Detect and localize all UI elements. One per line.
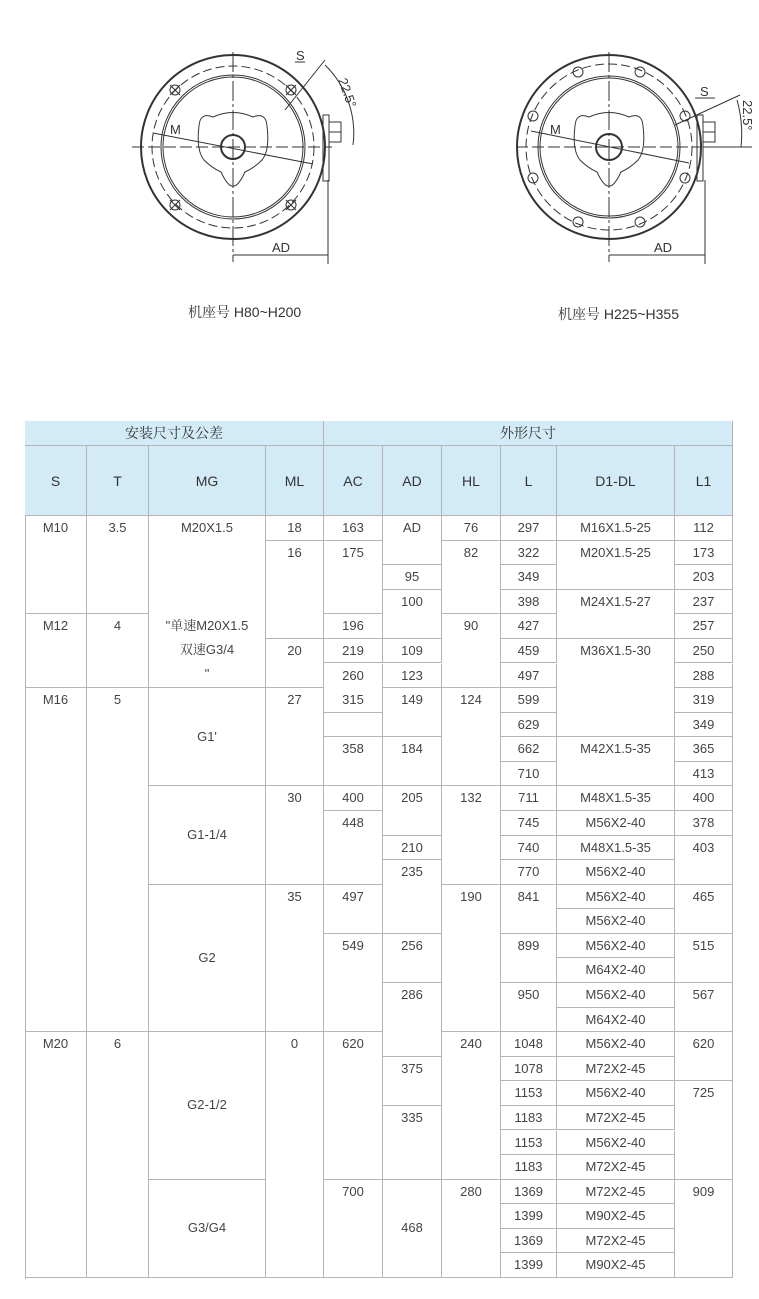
cell-mg bbox=[149, 786, 266, 884]
cell-value: 400 bbox=[692, 790, 715, 806]
cell-value: M20X1.5 bbox=[180, 520, 234, 535]
cell-value: 1153 bbox=[514, 1085, 543, 1101]
column-header-l1: L1 bbox=[675, 446, 733, 516]
cell-value: 237 bbox=[692, 593, 715, 609]
cell-l bbox=[501, 1057, 557, 1082]
cell-hl bbox=[442, 614, 501, 688]
cell-value: 173 bbox=[692, 544, 715, 560]
cell-ad bbox=[383, 1057, 442, 1106]
cell-note-line: "单速M20X1.5 bbox=[165, 618, 249, 634]
cell-value: 1183 bbox=[514, 1159, 543, 1175]
cell-value: 662 bbox=[517, 741, 540, 757]
cell-l bbox=[501, 811, 557, 836]
cell-ac bbox=[324, 688, 383, 737]
cell-d1-dl bbox=[557, 934, 675, 959]
s-label: S bbox=[296, 48, 305, 63]
cell-value: 375 bbox=[401, 1060, 423, 1076]
cell-value: 30 bbox=[287, 790, 302, 806]
cell-ml bbox=[266, 516, 324, 541]
cell-value: M90X2-45 bbox=[585, 1208, 646, 1224]
cell-l bbox=[501, 836, 557, 861]
cell-value: M56X2-40 bbox=[585, 913, 646, 929]
cell-d1-dl bbox=[557, 639, 675, 737]
cell-value: 6 bbox=[113, 1036, 122, 1052]
cell-value: 5 bbox=[113, 692, 122, 708]
cell-d1-dl bbox=[557, 541, 675, 590]
drawing-caption-h80-h200: 机座号 H80~H200 bbox=[188, 304, 302, 320]
cell-l bbox=[501, 1155, 557, 1180]
cell-l bbox=[501, 565, 557, 590]
cell-ac bbox=[324, 516, 383, 541]
cell-ac bbox=[324, 786, 383, 811]
cell-value: M72X2-45 bbox=[585, 1109, 646, 1125]
cell-value: 400 bbox=[342, 790, 364, 806]
cell-d1-dl bbox=[557, 958, 675, 983]
cell-ad bbox=[383, 590, 442, 639]
cell-value: 599 bbox=[517, 692, 540, 708]
cell-value: G1-1/4 bbox=[187, 827, 227, 843]
cell-ml bbox=[266, 1032, 324, 1278]
cell-value: 1078 bbox=[514, 1060, 543, 1076]
cell-value: 18 bbox=[287, 520, 302, 535]
s-label: S bbox=[700, 84, 709, 99]
cell-l1 bbox=[675, 1081, 733, 1179]
cell-l bbox=[501, 1180, 557, 1205]
cell-value: 465 bbox=[692, 888, 715, 904]
cell-l1 bbox=[675, 688, 733, 713]
cell-d1-dl bbox=[557, 1155, 675, 1180]
cell-s bbox=[25, 516, 87, 614]
cell-value: M72X2-45 bbox=[585, 1060, 646, 1076]
cell-l bbox=[501, 688, 557, 713]
cell-value: 27 bbox=[287, 692, 302, 708]
cell-l bbox=[501, 1229, 557, 1254]
cell-value: 90 bbox=[463, 618, 479, 634]
cell-value: G1' bbox=[197, 728, 217, 744]
cell-value: M12 bbox=[42, 618, 69, 634]
cell-ac bbox=[324, 934, 383, 1032]
cell-value: 413 bbox=[692, 765, 715, 781]
cell-value: 1399 bbox=[514, 1208, 543, 1224]
cell-ac bbox=[324, 1180, 383, 1278]
cell-hl bbox=[442, 688, 501, 786]
cell-value: M24X1.5-27 bbox=[580, 593, 651, 609]
cell-l1 bbox=[675, 639, 733, 664]
cell-value: 322 bbox=[517, 544, 540, 560]
cell-value: 620 bbox=[342, 1036, 364, 1052]
column-header-ml: ML bbox=[266, 446, 324, 516]
cell-value: M20 bbox=[42, 1036, 69, 1052]
cell-value: 710 bbox=[517, 765, 540, 781]
cell-s bbox=[25, 1032, 87, 1278]
cell-l bbox=[501, 1204, 557, 1229]
m-label: M bbox=[170, 122, 181, 137]
cell-value: AD bbox=[402, 520, 422, 535]
cell-l bbox=[501, 860, 557, 885]
cell-mg bbox=[149, 1032, 266, 1180]
cell-mg bbox=[149, 885, 266, 1033]
cell-t bbox=[87, 1032, 149, 1278]
cell-value: M56X2-40 bbox=[585, 1085, 646, 1101]
cell-hl bbox=[442, 1180, 501, 1278]
cell-value: 109 bbox=[401, 642, 423, 658]
cell-l bbox=[501, 885, 557, 934]
cell-value: 0 bbox=[290, 1036, 299, 1052]
column-header-hl: HL bbox=[442, 446, 501, 516]
cell-l1 bbox=[675, 565, 733, 590]
cell-value: M56X2-40 bbox=[585, 1134, 646, 1150]
cell-value: G2 bbox=[198, 949, 216, 965]
cell-l bbox=[501, 934, 557, 983]
cell-l bbox=[501, 983, 557, 1032]
cell-value: 950 bbox=[517, 987, 540, 1002]
cell-value: 250 bbox=[692, 642, 715, 658]
cell-value: 219 bbox=[342, 642, 364, 658]
cell-l bbox=[501, 713, 557, 738]
cell-ml bbox=[266, 786, 324, 884]
cell-value: 95 bbox=[404, 569, 420, 585]
cell-value: M72X2-45 bbox=[585, 1232, 646, 1248]
column-header-t: T bbox=[87, 446, 149, 516]
cell-value: G3/G4 bbox=[187, 1220, 227, 1236]
cell-l1 bbox=[675, 541, 733, 566]
cell-value: 203 bbox=[692, 569, 715, 585]
cell-l1 bbox=[675, 737, 733, 762]
cell-d1-dl bbox=[557, 836, 675, 861]
cell-l1 bbox=[675, 1180, 733, 1278]
cell-ml bbox=[266, 639, 324, 688]
cell-d1-dl bbox=[557, 909, 675, 934]
cell-s bbox=[25, 688, 87, 1032]
cell-value: 4 bbox=[113, 618, 122, 634]
cell-value: 260 bbox=[342, 667, 364, 683]
cell-value: 365 bbox=[692, 741, 715, 757]
cell-t bbox=[87, 688, 149, 1032]
cell-value: 205 bbox=[401, 790, 423, 806]
cell-ac bbox=[324, 1032, 383, 1180]
cell-d1-dl bbox=[557, 1180, 675, 1205]
cell-l1 bbox=[675, 713, 733, 738]
cell-l bbox=[501, 737, 557, 762]
cell-value: 82 bbox=[463, 544, 479, 560]
cell-value: 319 bbox=[692, 692, 715, 708]
cell-ml bbox=[266, 688, 324, 786]
motor-flange-drawing-h225-h355 bbox=[490, 0, 759, 280]
cell-ad bbox=[383, 860, 442, 934]
cell-value: 3.5 bbox=[108, 520, 127, 535]
cell-value: 124 bbox=[460, 692, 482, 708]
cell-d1-dl bbox=[557, 811, 675, 836]
cell-value: 184 bbox=[401, 741, 423, 757]
ad-label: AD bbox=[654, 240, 673, 255]
cell-ad bbox=[383, 565, 442, 590]
cell-value: 909 bbox=[692, 1183, 715, 1199]
cell-l bbox=[501, 762, 557, 787]
ad-label: AD bbox=[272, 240, 291, 255]
cell-d1-dl bbox=[557, 1253, 675, 1278]
column-header-ad: AD bbox=[383, 446, 442, 516]
cell-d1-dl bbox=[557, 786, 675, 811]
cell-ad bbox=[383, 983, 442, 1057]
column-header-ac: AC bbox=[324, 446, 383, 516]
cell-value: 427 bbox=[517, 618, 540, 634]
cell-value: 1153 bbox=[514, 1134, 543, 1150]
cell-ac bbox=[324, 639, 383, 664]
cell-value: 132 bbox=[460, 790, 482, 806]
cell-l1 bbox=[675, 762, 733, 787]
cell-d1-dl bbox=[557, 590, 675, 639]
cell-d1-dl bbox=[557, 1131, 675, 1156]
cell-value: 240 bbox=[460, 1036, 482, 1052]
cell-value: 549 bbox=[342, 937, 364, 953]
cell-value: 149 bbox=[401, 692, 423, 708]
column-header-l: L bbox=[501, 446, 557, 516]
cell-l1 bbox=[675, 1032, 733, 1081]
cell-l bbox=[501, 1106, 557, 1131]
cell-ad bbox=[383, 836, 442, 861]
cell-value: 745 bbox=[517, 815, 540, 830]
cell-value: 257 bbox=[692, 618, 715, 634]
cell-d1-dl bbox=[557, 1081, 675, 1106]
cell-s bbox=[25, 614, 87, 688]
cell-ad bbox=[383, 1180, 442, 1278]
cell-value: 76 bbox=[463, 520, 479, 535]
cell-l bbox=[501, 614, 557, 639]
cell-value: 123 bbox=[401, 667, 423, 683]
group-header-installation: 安装尺寸及公差 bbox=[25, 421, 324, 446]
cell-value: G2-1/2 bbox=[187, 1097, 227, 1113]
cell-ml bbox=[266, 541, 324, 639]
cell-value: 403 bbox=[692, 839, 715, 855]
cell-mg bbox=[149, 688, 266, 786]
cell-ac bbox=[324, 885, 383, 934]
cell-mg bbox=[149, 1180, 266, 1278]
cell-value: 1399 bbox=[514, 1257, 543, 1273]
cell-value: M42X1.5-35 bbox=[580, 741, 651, 757]
cell-value: 711 bbox=[518, 790, 539, 806]
cell-d1-dl bbox=[557, 860, 675, 885]
cell-ml bbox=[266, 885, 324, 1033]
cell-value: M20X1.5-25 bbox=[580, 544, 651, 560]
cell-value: 1183 bbox=[514, 1109, 543, 1125]
cell-value: 35 bbox=[287, 888, 302, 904]
cell-l1 bbox=[675, 983, 733, 1032]
cell-value: 841 bbox=[517, 888, 540, 904]
cell-note-line: 双速G3/4 bbox=[179, 642, 235, 658]
drawing-caption-h225-h355: 机座号 H225~H355 bbox=[558, 306, 680, 322]
cell-value: M56X2-40 bbox=[585, 1036, 646, 1052]
cell-d1-dl bbox=[557, 983, 675, 1008]
cell-ac bbox=[324, 811, 383, 885]
cell-value: 497 bbox=[342, 888, 364, 904]
column-header-mg: MG bbox=[149, 446, 266, 516]
cell-value: 235 bbox=[401, 864, 423, 880]
cell-l bbox=[501, 639, 557, 664]
cell-hl bbox=[442, 786, 501, 884]
cell-value: 378 bbox=[692, 815, 715, 830]
cell-value: 210 bbox=[401, 839, 423, 855]
cell-ac bbox=[324, 541, 383, 615]
cell-hl bbox=[442, 885, 501, 1033]
cell-d1-dl bbox=[557, 1106, 675, 1131]
cell-value: M48X1.5-35 bbox=[580, 839, 651, 855]
cell-value: 349 bbox=[692, 716, 715, 732]
cell-value: 515 bbox=[692, 937, 715, 953]
cell-hl bbox=[442, 516, 501, 541]
cell-hl bbox=[442, 1032, 501, 1180]
cell-value: 288 bbox=[692, 667, 715, 683]
cell-value: 175 bbox=[342, 544, 364, 560]
cell-value: M16 bbox=[42, 692, 69, 708]
cell-value: 497 bbox=[517, 667, 540, 683]
cell-value: M36X1.5-30 bbox=[580, 642, 651, 658]
cell-value: 1048 bbox=[514, 1036, 543, 1052]
cell-value: 620 bbox=[692, 1036, 715, 1052]
cell-value: 629 bbox=[517, 716, 540, 732]
cell-ad bbox=[383, 639, 442, 664]
cell-value: 190 bbox=[460, 888, 482, 904]
cell-l bbox=[501, 1081, 557, 1106]
cell-value: 725 bbox=[692, 1085, 715, 1101]
cell-value: M64X2-40 bbox=[585, 1011, 646, 1027]
cell-l1 bbox=[675, 811, 733, 836]
cell-ad bbox=[383, 934, 442, 983]
cell-hl bbox=[442, 541, 501, 615]
cell-value: 358 bbox=[342, 741, 364, 757]
cell-value: 567 bbox=[692, 987, 715, 1002]
column-header-s: S bbox=[25, 446, 87, 516]
cell-value: 16 bbox=[287, 544, 302, 560]
dimension-table bbox=[25, 421, 733, 1279]
group-header-outline: 外形尺寸 bbox=[324, 421, 733, 446]
cell-ad bbox=[383, 664, 442, 689]
cell-l bbox=[501, 1032, 557, 1057]
cell-ac bbox=[324, 737, 383, 786]
cell-value: 297 bbox=[517, 520, 540, 535]
cell-value: M72X2-45 bbox=[585, 1159, 646, 1175]
motor-flange-drawing-h80-h200 bbox=[120, 0, 370, 280]
cell-value: 700 bbox=[342, 1183, 364, 1199]
cell-l1 bbox=[675, 934, 733, 983]
cell-l1 bbox=[675, 516, 733, 541]
cell-value: 280 bbox=[460, 1183, 482, 1199]
cell-l bbox=[501, 1253, 557, 1278]
cell-l bbox=[501, 541, 557, 566]
cell-value: 286 bbox=[401, 987, 423, 1002]
cell-value: M72X2-45 bbox=[585, 1183, 646, 1199]
cell-ad bbox=[383, 1106, 442, 1180]
cell-value: 1369 bbox=[514, 1232, 543, 1248]
cell-value: 100 bbox=[401, 593, 423, 609]
cell-mg bbox=[149, 516, 266, 688]
cell-value: M56X2-40 bbox=[585, 937, 646, 953]
cell-value: M56X2-40 bbox=[585, 987, 646, 1002]
cell-value: 398 bbox=[517, 593, 540, 609]
cell-l1 bbox=[675, 836, 733, 885]
cell-value: 335 bbox=[401, 1109, 423, 1125]
cell-value: 256 bbox=[401, 937, 423, 953]
cell-value: 468 bbox=[401, 1220, 423, 1236]
cell-l bbox=[501, 516, 557, 541]
cell-ad bbox=[383, 786, 442, 835]
cell-value: M64X2-40 bbox=[585, 962, 646, 978]
cell-d1-dl bbox=[557, 737, 675, 786]
cell-d1-dl bbox=[557, 885, 675, 910]
cell-d1-dl bbox=[557, 1229, 675, 1254]
cell-l bbox=[501, 786, 557, 811]
cell-l1 bbox=[675, 885, 733, 934]
cell-l1 bbox=[675, 786, 733, 811]
cell-l bbox=[501, 664, 557, 689]
cell-value: 315 bbox=[342, 692, 364, 708]
cell-value: M10 bbox=[42, 520, 69, 535]
column-header-d1-dl: D1-DL bbox=[557, 446, 675, 516]
cell-value: 448 bbox=[342, 815, 364, 830]
angle-label: 22.5° bbox=[335, 75, 360, 110]
cell-ad bbox=[383, 516, 442, 565]
cell-value: M90X2-45 bbox=[585, 1257, 646, 1273]
cell-value: M56X2-40 bbox=[585, 815, 646, 830]
cell-d1-dl bbox=[557, 516, 675, 541]
cell-d1-dl bbox=[557, 1032, 675, 1057]
cell-l1 bbox=[675, 590, 733, 615]
cell-l1 bbox=[675, 614, 733, 639]
cell-ad bbox=[383, 737, 442, 786]
cell-value: 740 bbox=[517, 839, 540, 855]
cell-l1 bbox=[675, 664, 733, 689]
m-label: M bbox=[550, 122, 561, 137]
cell-value: 20 bbox=[287, 642, 302, 658]
cell-ac bbox=[324, 614, 383, 639]
angle-label: 22.5° bbox=[740, 100, 755, 131]
cell-t bbox=[87, 516, 149, 614]
cell-d1-dl bbox=[557, 1008, 675, 1033]
cell-d1-dl bbox=[557, 1204, 675, 1229]
cell-value: 459 bbox=[517, 642, 540, 658]
cell-l bbox=[501, 1131, 557, 1156]
cell-value: M48X1.5-35 bbox=[580, 790, 651, 806]
cell-t bbox=[87, 614, 149, 688]
cell-value: 1369 bbox=[514, 1183, 543, 1199]
cell-value: M16X1.5-25 bbox=[580, 520, 651, 535]
cell-value: 349 bbox=[517, 569, 540, 585]
cell-note-line: " bbox=[204, 666, 210, 682]
cell-value: M56X2-40 bbox=[585, 888, 646, 904]
cell-value: 196 bbox=[342, 618, 364, 634]
cell-value: 112 bbox=[693, 520, 714, 535]
cell-d1-dl bbox=[557, 1057, 675, 1082]
cell-l bbox=[501, 590, 557, 615]
cell-ad bbox=[383, 688, 442, 737]
cell-value: 899 bbox=[517, 937, 540, 953]
cell-value: M56X2-40 bbox=[585, 864, 646, 880]
cell-value: 163 bbox=[342, 520, 364, 535]
cell-value: 770 bbox=[517, 864, 540, 880]
